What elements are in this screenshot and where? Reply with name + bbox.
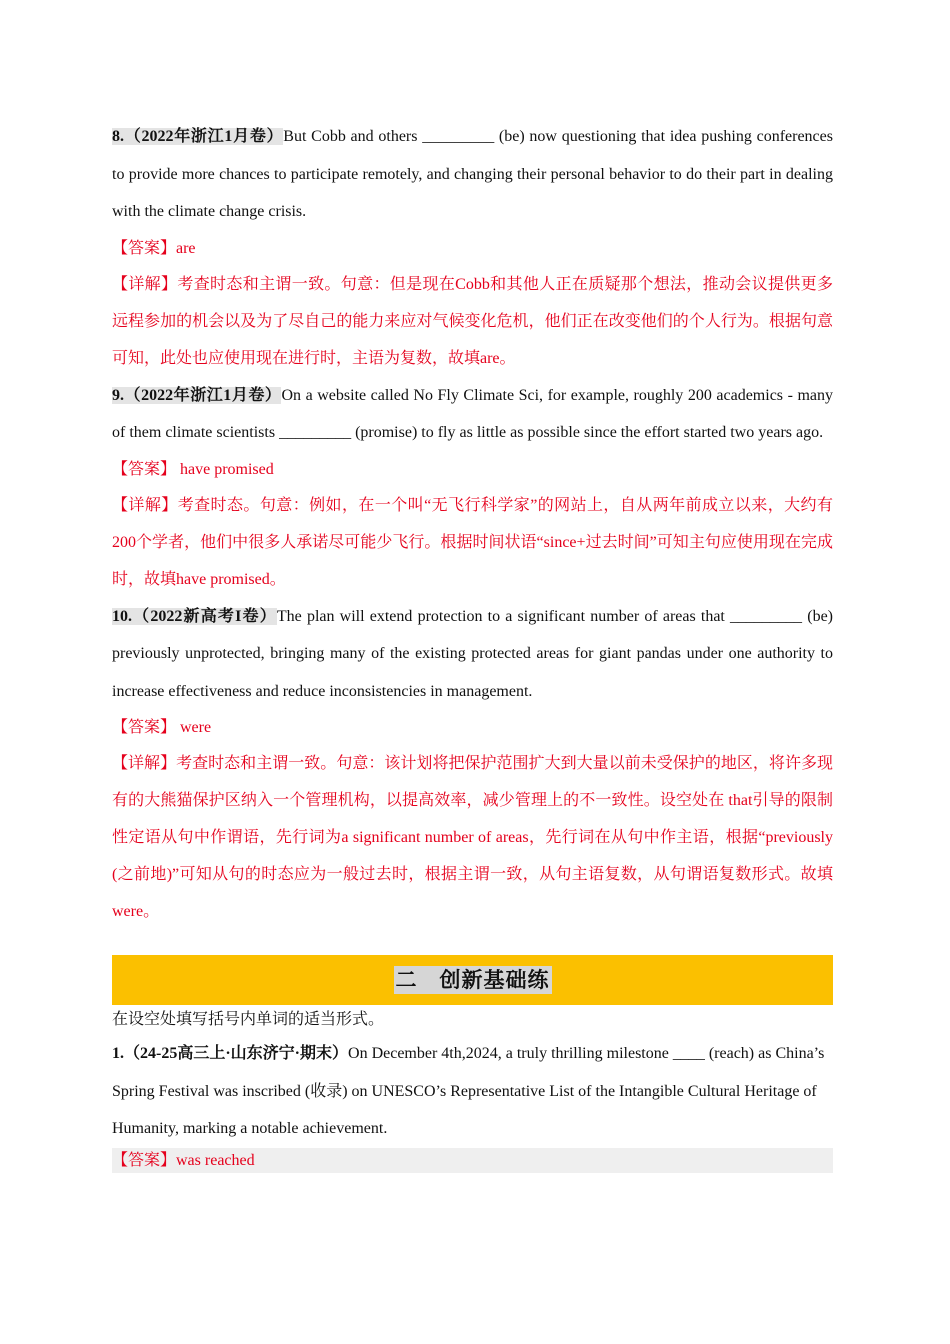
section-banner	[112, 955, 833, 1005]
question-text: The plan will extend protection to a significant number of areas that _________ (be) previously unprotected, bringing many of the existing protected areas for giant pandas under one authority to increase effectiveness and reduce inconsistencies in management.	[112, 607, 833, 700]
question-source: 10.（2022新高考I卷）	[112, 607, 277, 625]
question-source: 8.（2022年浙江1月卷）	[112, 128, 284, 145]
question-source: 1.（24-25高三上·山东济宁·期末）	[112, 1045, 349, 1062]
answer-10: 【答案】 were	[112, 719, 212, 736]
document-page	[112, 118, 833, 1173]
question-9	[112, 377, 833, 452]
detail-8: 【详解】考查时态和主谓一致。句意：但是现在Cobb和其他人正在质疑那个想法，推动会议提供更多远程参加的机会以及为了尽自己的能力来应对气候变化危机，他们正在改变他们的个人行为。根据句意可知，此处也应使用现在进行时，主语为复数，故填are。	[112, 275, 833, 367]
answer-8: 【答案】are	[112, 239, 196, 257]
answer-9: 【答案】 have promised	[112, 460, 274, 478]
question-10	[112, 598, 833, 711]
section-title: 二 创新基础练	[395, 968, 550, 992]
question-text: But Cobb and others _________ (be) now questioning that idea pushing conferences to provide more chances to participate remotely, and changing their personal behavior to do their part in dealing with the climate change crisis.	[112, 128, 833, 220]
section-instruction: 在设空处填写括号内单词的适当形式。	[112, 1011, 385, 1028]
question-8	[112, 118, 833, 231]
question-text: On December 4th,2024, a truly thrilling milestone ____ (reach) as China’s Spring Festival was inscribed (收录) on UNESCO’s Representative List of the Intangible Cultural Heritage of Humanity, marking a notable achievement.	[112, 1045, 825, 1137]
answer-exercise-1: 【答案】was reached	[112, 1148, 833, 1173]
exercise-1	[112, 1035, 833, 1148]
detail-10: 【详解】考查时态和主谓一致。句意：该计划将把保护范围扩大到大量以前未受保护的地区，将许多现有的大熊猫保护区纳入一个管理机构，以提高效率，减少管理上的不一致性。设空处在 that引导的限制性定语从句中作谓语，先行词为a significant number of areas，先行词在从句中作主语，根据“previously (之前地)”可知从句的时态应为一般过去时，根据主谓一致，从句主语复数，从句谓语复数形式。故填were。	[112, 755, 833, 920]
question-text: On a website called No Fly Climate Sci, for example, roughly 200 academics - many of them climate scientists _________ (promise) to fly as little as possible since the effort started two years ago.	[112, 386, 833, 441]
question-source: 9.（2022年浙江1月卷）	[112, 386, 282, 404]
detail-9: 【详解】考查时态。句意：例如，在一个叫“无飞行科学家”的网站上，自从两年前成立以来，大约有200个学者，他们中很多人承诺尽可能少飞行。根据时间状语“since+过去时间”可知主句应使用现在完成时，故填have promised。	[112, 496, 833, 588]
